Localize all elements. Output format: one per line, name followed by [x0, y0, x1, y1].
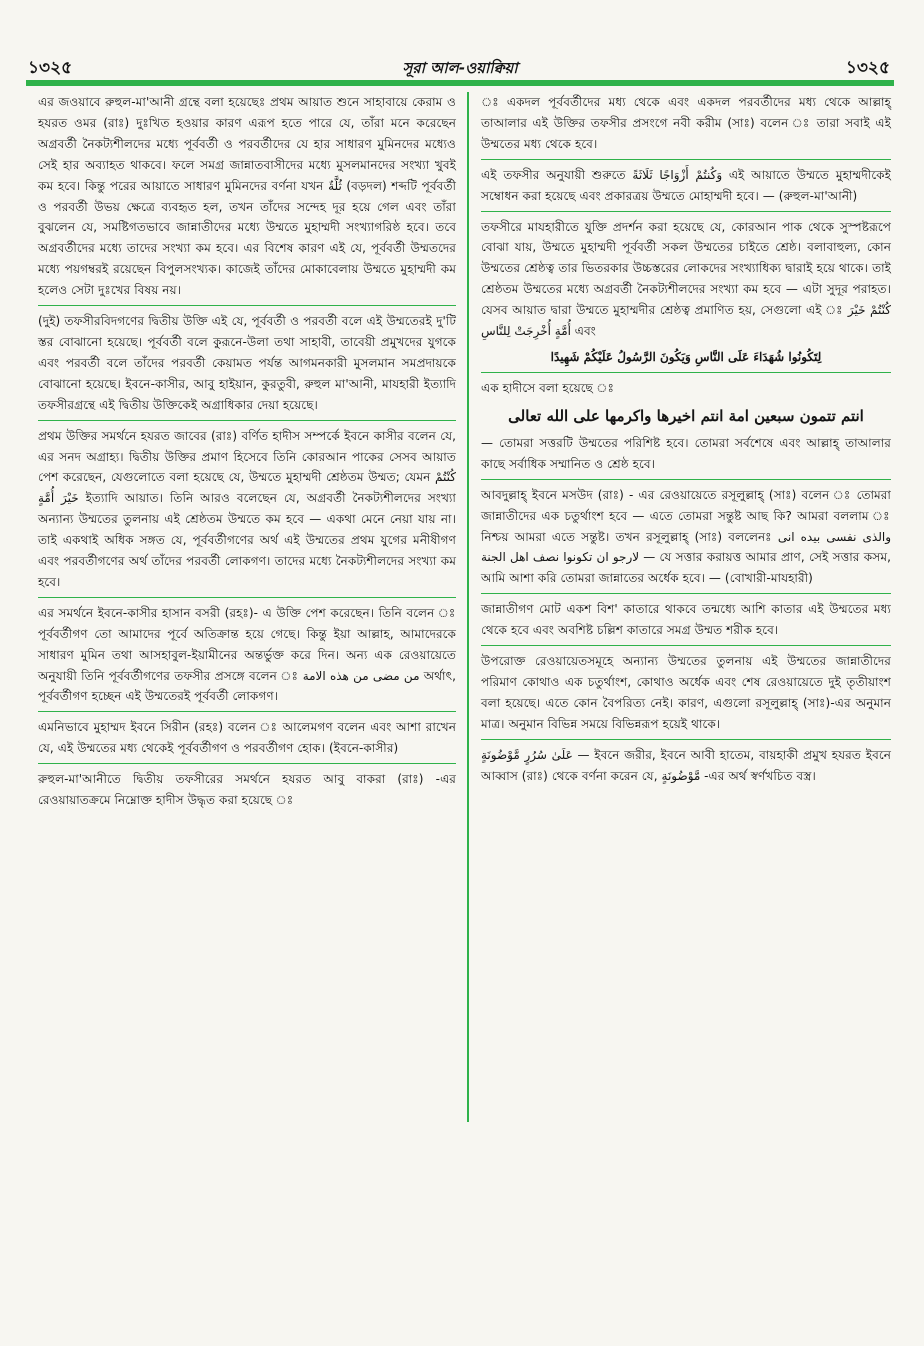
surah-title: সূরা আল-ওয়াক্বিয়া	[402, 59, 518, 77]
paragraph: এমনিভাবে মুহাম্মদ ইবনে সিরীন (রহঃ) বলেন ঃ আলেমগণ বলেন এবং আশা রাখেন যে, এই উম্মতের মধ্য থেকেই পূর্ববর্তীগণ ও পরবর্তীগণ হোক। (ইবনে-কাসীর)	[38, 717, 456, 764]
paragraph: عَلَىٰ سُرُرٍ مَّوْضُونَةٍ — ইবনে জরীর, ইবনে আবী হাতেম, বায়হাকী প্রমুখ হযরত ইবনে আব্বাস (রাঃ) থেকে বর্ণনা করেন যে, مَّوْضُونَةٍ -এর অর্থ স্বর্ণখচিত বস্ত্র।	[481, 747, 891, 783]
page-number-left: ১৩২৫	[28, 58, 73, 78]
paragraph: ঃ একদল পূর্ববর্তীদের মধ্য থেকে এবং একদল পরবর্তীদের মধ্য থেকে আল্লাহ্ তাআলার এই উক্তির তফসীর প্রসংগে নবী করীম (সাঃ) বলেন ঃ তারা সবাই এই উম্মতের মধ্য থেকে হবে।	[481, 92, 891, 160]
paragraph: প্রথম উক্তির সমর্থনে হযরত জাবের (রাঃ) বর্ণিত হাদীস সম্পর্কে ইবনে কাসীর বলেন যে, এর সনদ অগ্রাহ্য। দ্বিতীয় উক্তির প্রমাণ হিসেবে তিনি কোরআন পাকের সেসব আয়াত পেশ করেছেন, যেগুলোতে বলা হয়েছে যে, উম্মতে মুহাম্মদী শ্রেষ্ঠতম উম্মত; যেমন كُنْتُمْ خَيْرَ أُمَّةٍ ইত্যাদি আয়াত। তিনি আরও বলেছেন যে, অগ্রবর্তী নৈকট্যশীলদের সংখ্যা অন্যান্য উম্মতের তুলনায় এই শ্রেষ্ঠতম উম্মতে কম হবে — একথা মেনে নেয়া যায় না। তাই একথাই অধিক সঙ্গত যে, পূর্ববর্তীগণের অর্থ এই উম্মতের প্রথম যুগের মনীষীগণ এবং পরবর্তীগণের অর্থ তাঁদের পরবর্তী লোকগণ। তাদের মধ্যে নৈকট্যশীলদের সংখ্যা কম হবে।	[38, 426, 456, 598]
header-rule	[26, 80, 894, 86]
column-divider	[467, 92, 469, 1122]
left-column	[38, 92, 456, 820]
page-header	[26, 58, 894, 80]
paragraph: (দুই) তফসীরবিদগণের দ্বিতীয় উক্তি এই যে, পূর্ববর্তী ও পরবর্তী বলে এই উম্মতেরই দু'টি স্তর বোঝানো হয়েছে। পূর্ববর্তী বলে কুরূনে-উলা তথা সাহাবী, তাবেয়ী প্রমুখদের যুগকে এবং পরবর্তী বলে তাঁদের পরবর্তী কেয়ামত পর্যন্ত আগমনকারী মুসলমান সমপ্রদায়কে বোঝানো হয়েছে। ইবনে-কাসীর, আবু হাইয়ান, কুরতুবী, রুহুল মা'আনী, মাযহারী ইত্যাদি তফসীরগ্রন্থে এই দ্বিতীয় উক্তিকেই অগ্রাধিকার দেয়া হয়েছে।	[38, 311, 456, 421]
paragraph: এর জওয়াবে রুহুল-মা'আনী গ্রন্থে বলা হয়েছেঃ প্রথম আয়াত শুনে সাহাবায়ে কেরাম ও হযরত ওমর (রাঃ) দুঃখিত হওয়ার কারণ এরূপ হতে পারে যে, তাঁরা মনে করেছেন অগ্রবর্তী নৈকট্যশীলদের মধ্যে পূর্ববর্তী ও পরবর্তীদের যে হার সাধারণ মুমিনদের মধ্যেও সেই হার অব্যাহত থাকবে। ফলে সমগ্র জান্নাতবাসীদের মধ্যে মুসলমানদের সংখ্যা খুবই কম হবে। কিন্তু পরের আয়াতে সাধারণ মুমিনদের বর্ণনা যখন ثُلَّةٌ (বড়দল) শব্দটি পূর্ববর্তী ও পরবর্তী উভয় ক্ষেত্রে ব্যবহৃত হল, তখন তাঁদের সন্দেহ দূর হয়ে গেল এবং তাঁরা বুঝলেন যে, সমষ্টিগতভাবে জান্নাতীদের মধ্যে উম্মতে মুহাম্মদী সংখ্যাগরিষ্ঠ হবে। তবে অগ্রবর্তীদের মধ্যে তাদের সংখ্যা কম হবে। এর বিশেষ কারণ এই যে, পূর্ববর্তী উম্মতদের মধ্যে পয়গম্বরই রয়েছেন বিপুলসংখ্যক। কাজেই তাঁদের মোকাবেলায় উম্মতে মুহাম্মদী কম হলেও সেটা দুঃখের বিষয় নয়।	[38, 92, 456, 306]
paragraph: এই তফসীর অনুযায়ী শুরুতে وَكُنتُمْ أَزْوَاجًا ثَلَاثَةً এই আয়াতে উম্মতে মুহাম্মদীকেই সম্বোধন করা হয়েছে এবং প্রকারত্রয় উম্মতে মোহাম্মদী হবে। — (রুহুল-মা'আনী)	[481, 165, 891, 212]
paragraph: এর সমর্থনে ইবনে-কাসীর হাসান বসরী (রহঃ)- এ উক্তি পেশ করেছেন। তিনি বলেন ঃ পূর্ববর্তীগণ তো আমাদের পূর্বে অতিক্রান্ত হয়ে গেছে। কিন্তু ইয়া আল্লাহ, আমাদেরকে সাধারণ মুমিন তথা আসহাবুল-ইয়ামীনের অন্তর্ভুক্ত করে দিন। অন্য এক রেওয়ায়েতে অনুযায়ী তিনি পূর্ববর্তীগণের তফসীর প্রসঙ্গে বলেন ঃ من مضى من هذه الامة অর্থাৎ, পূর্ববর্তীগণ হচ্ছেন এই উম্মতেরই পূর্ববর্তী লোকগণ।	[38, 603, 456, 713]
paragraph: তফসীরে মাযহারীতে যুক্তি প্রদর্শন করা হয়েছে যে, কোরআন পাক থেকে সুস্পষ্টরূপে বোঝা যায়, উম্মতে মুহাম্মদী পূর্ববর্তী সকল উম্মতের চাইতে শ্রেষ্ঠ। বলাবাহুল্য, কোন উম্মতের শ্রেষ্ঠত্ব তার ভিতরকার উচ্চস্তরের লোকদের সংখ্যাধিক্য দ্বারাই হয়ে থাকে। তাই শ্রেষ্ঠতম উম্মতের মধ্যে অগ্রবর্তী নৈকট্যশীলদের সংখ্যা কম হবে — এটা সুদূর পরাহত। যেসব আয়াত দ্বারা উম্মতে মুহাম্মদীর শ্রেষ্ঠত্ব প্রমাণিত হয়, সেগুলো এই ঃ كُنْتُمْ خَيْرَ أُمَّةٍ أُخْرِجَتْ لِلنَّاسِ এবং	[481, 219, 891, 339]
paragraph: আবদুল্লাহ্ ইবনে মসউদ (রাঃ) - এর রেওয়ায়েতে রসূলুল্লাহ্ (সাঃ) বলেন ঃ তোমরা জান্নাতীদের এক চতুর্থাংশ হবে — এতে তোমরা সন্তুষ্ট আছ কি? আমরা বললাম ঃ নিশ্চয় আমরা এতে সন্তুষ্ট। তখন রসূলুল্লাহ্ (সাঃ) বললেনঃ والذى نفسى بيده انى لارجو ان تكونوا نصف اهل الجنة — যে সত্তার করায়ত্ত আমার প্রাণ, সেই সত্তার কসম, আমি আশা করি তোমরা জান্নাতের অর্ধেক হবে। — (বোখারী-মাযহারী)	[481, 485, 891, 595]
paragraph: জান্নাতীগণ মোট একশ বিশ' কাতারে থাকবে তন্মধ্যে আশি কাতার এই উম্মতের মধ্য থেকে হবে এবং অবশিষ্ট চল্লিশ কাতারে সমগ্র উম্মত শরীক হবে।	[481, 599, 891, 646]
paragraph: রুহুল-মা'আনীতে দ্বিতীয় তফসীরের সমর্থনে হযরত আবু বাকরা (রাঃ) -এর রেওয়ায়াতক্রমে নিম্নোক্ত হাদীস উদ্ধৃত করা হয়েছে ঃ	[38, 772, 456, 808]
paragraph: এক হাদীসে বলা হয়েছে ঃ	[481, 380, 614, 395]
right-column	[481, 92, 891, 795]
paragraph: — তোমরা সত্তরটি উম্মতের পরিশিষ্ট হবে। তোমরা সর্বশেষে এবং আল্লাহ্ তাআলার কাছে সর্বাধিক সম্মানিত ও শ্রেষ্ঠ হবে।	[481, 433, 891, 480]
page-number-right: ১৩২৫	[845, 58, 890, 78]
paragraph: উপরোক্ত রেওয়ায়েতসমূহে অন্যান্য উম্মতের তুলনায় এই উম্মতের জান্নাতীদের পরিমাণ কোথাও এক চতুর্থাংশ, কোথাও অর্ধেক এবং শেষ রেওয়ায়েতে দুই তৃতীয়াংশ বলা হয়েছে। এতে কোন বৈপরিত্য নেই। কারণ, এগুলো রসূলুল্লাহ্ (সাঃ)-এর অনুমান মাত্র। অনুমান বিভিন্ন সময়ে বিভিন্নরূপ হয়েই থাকে।	[481, 651, 891, 740]
arabic-hadith: انتم تتمون سبعين امة انتم اخيرها واكرمها على الله تعالى	[508, 406, 864, 425]
arabic-verse: لِتَكُونُوا شُهَدَاءَ عَلَى النَّاسِ وَيَكُونَ الرَّسُولُ عَلَيْكُمْ شَهِيدًا	[481, 346, 891, 373]
